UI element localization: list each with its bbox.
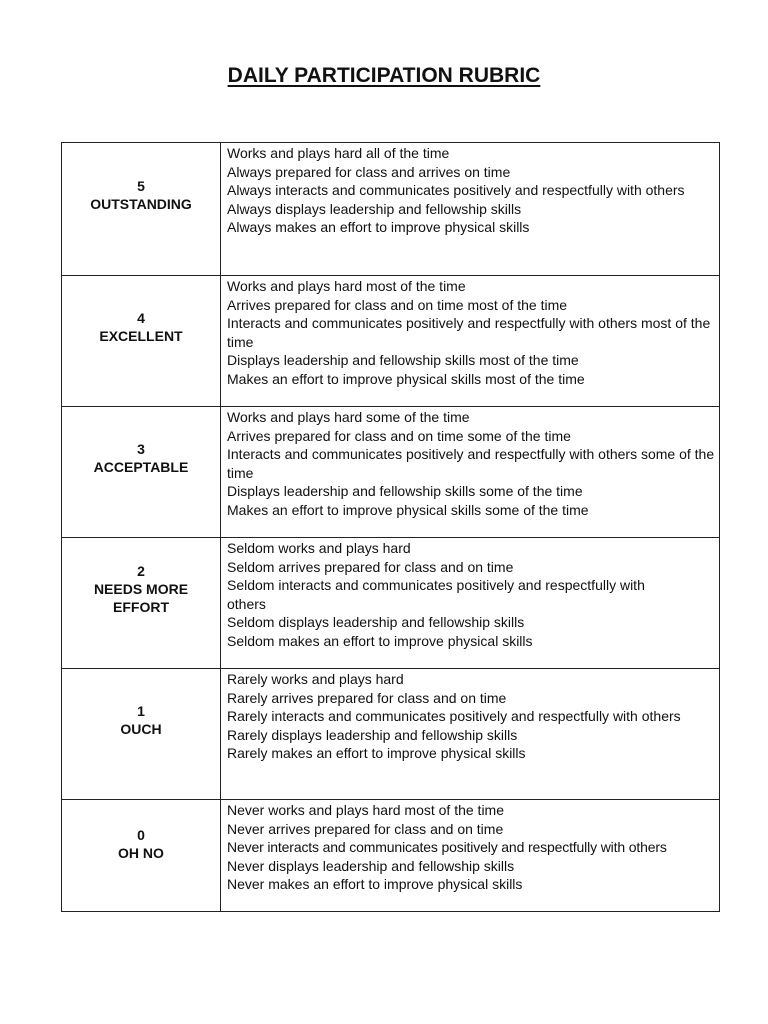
level-score: 0 <box>137 826 145 843</box>
description-cell <box>221 143 720 276</box>
criterion-text: Seldom makes an effort to improve physical skills <box>227 632 533 649</box>
rubric-row-5 <box>62 143 720 276</box>
rubric-row-3 <box>62 407 720 538</box>
criterion-text: Works and plays hard all of the time <box>227 145 450 161</box>
level-score: 2 <box>137 563 145 579</box>
level-score: 3 <box>137 441 145 457</box>
criterion-text: Never works and plays hard most of the time <box>227 802 505 818</box>
level-score: 5 <box>137 178 145 194</box>
rubric-table <box>61 142 720 912</box>
page-title: DAILY PARTICIPATION RUBRIC <box>227 64 541 87</box>
criterion-text: Always interacts and communicates positively and respectfully with others <box>227 182 685 198</box>
criterion-text: Arrives prepared for class and on time most of the time <box>227 296 568 313</box>
criterion-text: Always displays leadership and fellowship skills <box>227 200 522 217</box>
criterion-text: Arrives prepared for class and on time some of the time <box>227 427 571 444</box>
level-cell <box>62 669 221 800</box>
criterion-text: Always prepared for class and arrives on time <box>227 163 511 180</box>
level-label: NEEDS MORE EFFORT <box>93 581 189 615</box>
description-cell <box>221 407 720 538</box>
level-label: ACCEPTABLE <box>93 459 189 475</box>
criterion-text: Works and plays hard most of the time <box>227 278 466 294</box>
criterion-text: Rarely displays leadership and fellowship skills <box>227 726 518 743</box>
level-cell <box>62 538 221 669</box>
description-cell <box>221 669 720 800</box>
description-cell <box>221 276 720 407</box>
criterion-text: Makes an effort to improve physical skills some of the time <box>227 501 589 518</box>
criterion-text: Seldom arrives prepared for class and on time <box>227 558 514 575</box>
level-label: OH NO <box>118 844 164 861</box>
criterion-text: Makes an effort to improve physical skills most of the time <box>227 370 585 387</box>
rubric-row-1 <box>62 669 720 800</box>
description-cell <box>221 800 720 912</box>
rubric-row-0 <box>62 800 720 912</box>
level-cell <box>62 143 221 276</box>
criterion-text: Seldom works and plays hard <box>227 540 411 556</box>
criterion-text: Rarely works and plays hard <box>227 671 404 687</box>
criterion-text: Rarely interacts and communicates positively and respectfully with others <box>227 708 681 724</box>
description-cell <box>221 538 720 669</box>
criterion-text: Seldom interacts and communicates positively and respectfully with others <box>227 577 645 612</box>
criterion-text: Rarely makes an effort to improve physical skills <box>227 745 526 761</box>
criterion-text: Seldom displays leadership and fellowship skills <box>227 614 525 630</box>
criterion-text: Never arrives prepared for class and on time <box>227 820 504 837</box>
level-label: EXCELLENT <box>99 328 183 344</box>
criterion-text: Rarely arrives prepared for class and on time <box>227 689 507 706</box>
rubric-row-2 <box>62 538 720 669</box>
criterion-text: Displays leadership and fellowship skills most of the time <box>227 352 579 368</box>
rubric-row-4 <box>62 276 720 407</box>
criterion-text: Always makes an effort to improve physical skills <box>227 219 530 235</box>
level-cell <box>62 276 221 407</box>
level-score: 4 <box>137 310 145 326</box>
criterion-text: Interacts and communicates positively and respectfully with others most of the time <box>227 315 711 350</box>
criterion-text: Never interacts and communicates positively and respectfully with others <box>227 839 667 855</box>
criterion-text: Never makes an effort to improve physical skills <box>227 876 523 892</box>
criterion-text: Interacts and communicates positively and respectfully with others some of the time <box>227 446 715 481</box>
level-label: OUTSTANDING <box>90 196 192 212</box>
criterion-text: Displays leadership and fellowship skills some of the time <box>227 483 583 499</box>
level-cell <box>62 407 221 538</box>
criterion-text: Never displays leadership and fellowship skills <box>227 857 515 874</box>
criterion-text: Works and plays hard some of the time <box>227 409 470 425</box>
level-cell <box>62 800 221 912</box>
level-score: 1 <box>137 703 145 719</box>
level-label: OUCH <box>120 721 162 737</box>
